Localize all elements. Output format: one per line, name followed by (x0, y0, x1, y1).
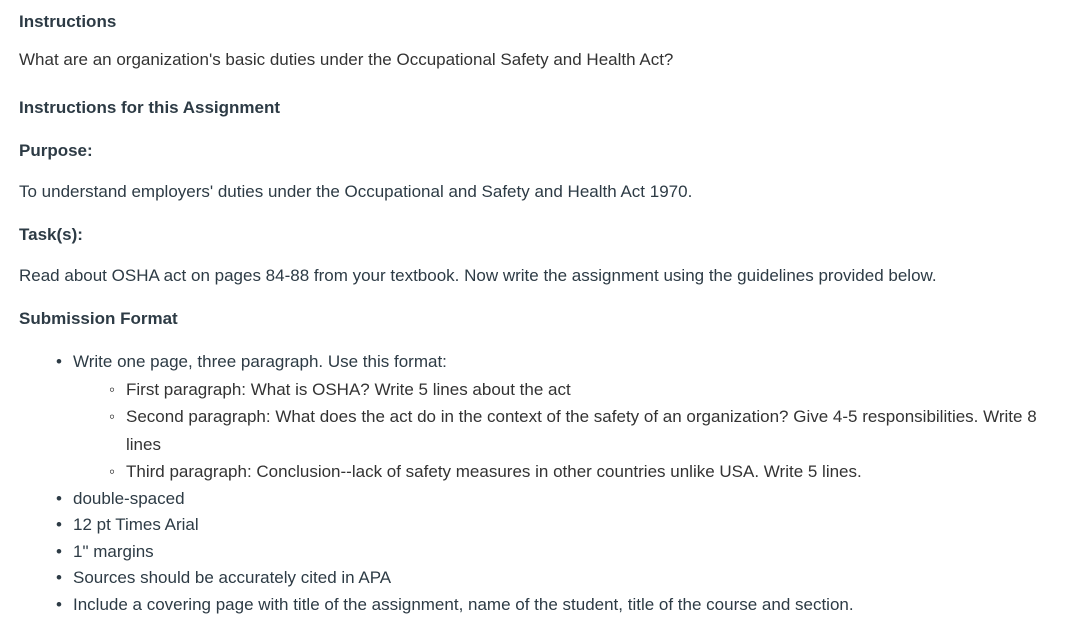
font-requirement: 12 pt Times Arial (73, 515, 199, 534)
paragraph-2: Second paragraph: What does the act do in the context of the safety of an organization? Give 4-5 responsibilities. Write 8 lines (126, 407, 1037, 454)
paragraph-1: First paragraph: What is OSHA? Write 5 lines about the act (126, 379, 571, 399)
paragraph-3: Third paragraph: Conclusion--lack of safety measures in other countries unlike USA. Write 5 lines. (126, 462, 862, 481)
submission-format-list (19, 349, 1079, 618)
format-intro: Write one page, three paragraph. Use this format: (73, 352, 447, 371)
assignment-instructions-heading: Instructions for this Assignment (19, 98, 281, 117)
instructions-heading: Instructions (19, 12, 117, 31)
assignment-question: What are an organization's basic duties under the Occupational Safety and Health Act? (19, 50, 674, 69)
list-item (19, 486, 1079, 513)
cover-page-requirement: Include a covering page with title of the assignment, name of the student, title of the course and section. (73, 594, 854, 614)
citation-requirement: Sources should be accurately cited in APA (73, 568, 392, 587)
list-item (73, 458, 1046, 486)
list-item (19, 565, 1079, 592)
purpose-heading: Purpose: (19, 141, 93, 160)
submission-format-heading: Submission Format (19, 309, 178, 328)
spacing-requirement: double-spaced (73, 488, 185, 508)
list-item (73, 376, 1046, 404)
list-item (19, 512, 1079, 539)
purpose-text: To understand employers' duties under the Occupational and Safety and Health Act 1970. (19, 182, 693, 201)
margin-requirement: 1" margins (73, 541, 154, 561)
tasks-text: Read about OSHA act on pages 84-88 from your textbook. Now write the assignment using the guidelines provided below. (19, 266, 937, 285)
list-item (19, 539, 1079, 566)
list-item (73, 403, 1046, 458)
paragraph-format-list (73, 376, 1079, 486)
list-item (19, 592, 1079, 619)
list-item (19, 349, 1079, 486)
tasks-heading: Task(s): (19, 225, 83, 244)
